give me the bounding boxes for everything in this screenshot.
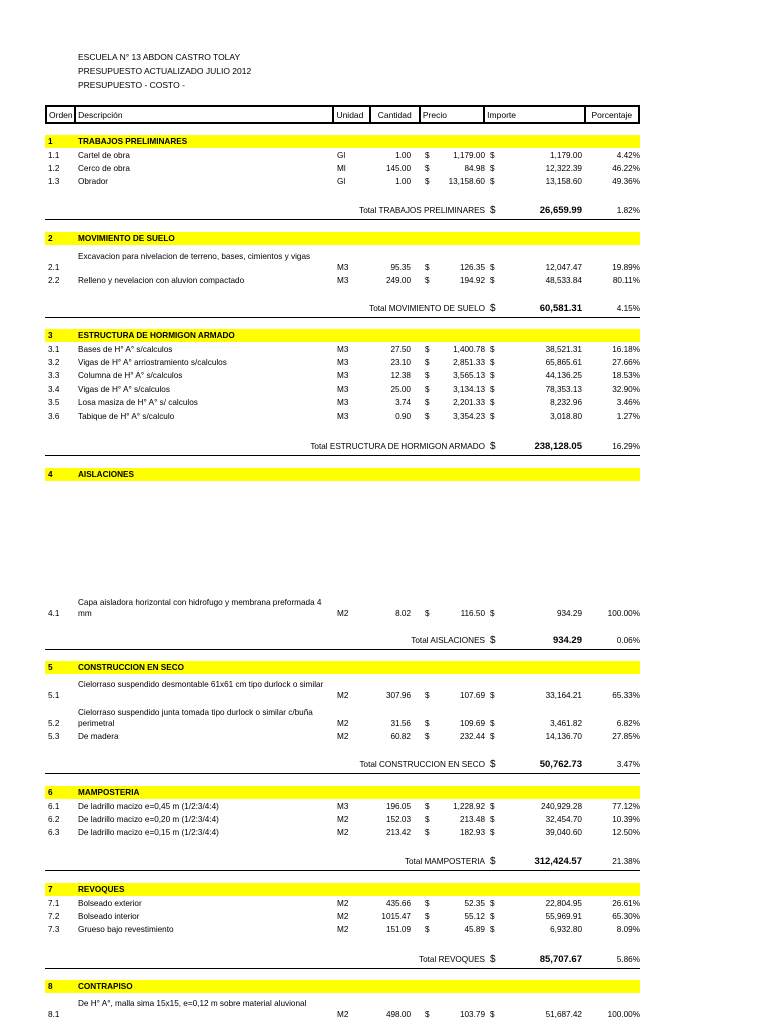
item-importe: 65,865.61 (545, 358, 582, 367)
section-total-row (45, 440, 640, 453)
document-title: ESCUELA N° 13 ABDON CASTRO TOLAY (78, 52, 241, 62)
item-importe: 13,158.60 (545, 177, 582, 186)
currency-sign: $ (425, 732, 430, 741)
item-precio: 1,400.78 (453, 345, 485, 354)
currency-sign: $ (425, 276, 430, 285)
currency-sign: $ (490, 371, 495, 380)
total-percentage: 4.15% (616, 304, 640, 313)
item-cantidad: 60.82 (390, 732, 411, 741)
item-importe: 934.29 (556, 609, 582, 618)
item-orden: 6.2 (48, 815, 60, 824)
item-cantidad: 95.35 (390, 263, 411, 272)
item-orden: 5.3 (48, 732, 60, 741)
item-orden: 3.1 (48, 345, 60, 354)
document-subtitle: PRESUPUESTO ACTUALIZADO JULIO 2012 (78, 66, 252, 76)
section-number: 6 (48, 788, 53, 797)
currency-sign: $ (490, 385, 495, 394)
item-porcentaje: 6.82% (616, 719, 640, 728)
item-unidad: M3 (337, 371, 349, 380)
item-precio: 126.35 (459, 263, 485, 272)
item-precio: 84.98 (464, 164, 485, 173)
item-precio: 3,134.13 (453, 385, 485, 394)
table-row (45, 923, 640, 936)
currency-sign: $ (490, 912, 495, 921)
item-cantidad: 8.02 (395, 609, 411, 618)
table-row (45, 383, 640, 396)
item-precio: 45.89 (464, 925, 485, 934)
table-row (45, 175, 640, 188)
item-porcentaje: 46.22% (612, 164, 640, 173)
table-row (45, 343, 640, 356)
section-title: ESTRUCTURA DE HORMIGON ARMADO (78, 331, 235, 340)
item-unidad: M3 (337, 385, 349, 394)
item-importe: 8,232.96 (550, 398, 582, 407)
currency-sign: $ (490, 276, 495, 285)
item-porcentaje: 1.27% (616, 412, 640, 421)
section-title: AISLACIONES (78, 470, 134, 479)
item-descripcion: Bolseado exterior (78, 899, 142, 908)
table-row (45, 730, 640, 743)
item-orden: 3.5 (48, 398, 60, 407)
item-importe: 14,136.70 (545, 732, 582, 741)
item-cantidad: 0.90 (395, 412, 411, 421)
currency-sign: $ (425, 719, 430, 728)
item-descripcion: De ladrillo macizo e=0,20 m (1/2:3/4:4) (78, 815, 219, 824)
currency-sign: $ (425, 398, 430, 407)
item-cantidad: 25.00 (390, 385, 411, 394)
item-porcentaje: 27.66% (612, 358, 640, 367)
section-total-row (45, 855, 640, 868)
section-header (45, 468, 640, 481)
table-row (45, 250, 640, 274)
item-orden: 2.2 (48, 276, 60, 285)
table-row (45, 678, 640, 702)
currency-sign: $ (490, 802, 495, 811)
col-orden: Orden (46, 106, 75, 123)
table-row (45, 369, 640, 382)
item-cantidad: 498.00 (385, 1010, 411, 1019)
currency-sign: $ (490, 177, 495, 186)
col-precio: Precio (420, 106, 484, 123)
section-total-row (45, 204, 640, 217)
item-unidad: M3 (337, 276, 349, 285)
section-title: CONSTRUCCION EN SECO (78, 663, 184, 672)
item-cantidad: 196.05 (385, 802, 411, 811)
item-descripcion: Columna de H° A° s/calculos (78, 371, 183, 380)
section-number: 4 (48, 470, 53, 479)
total-label: Total CONSTRUCCION EN SECO (359, 760, 485, 769)
currency-sign: $ (490, 1010, 495, 1019)
item-importe: 78,353.13 (545, 385, 582, 394)
section-header (45, 883, 640, 896)
item-cantidad: 3.74 (395, 398, 411, 407)
section-divider (45, 455, 640, 456)
item-unidad: M2 (337, 828, 349, 837)
item-precio: 213.48 (459, 815, 485, 824)
item-orden: 5.1 (48, 691, 60, 700)
item-orden: 3.3 (48, 371, 60, 380)
currency-sign: $ (490, 263, 495, 272)
item-cantidad: 27.50 (390, 345, 411, 354)
item-importe: 22,804.95 (545, 899, 582, 908)
table-row (45, 410, 640, 423)
item-cantidad: 213.42 (385, 828, 411, 837)
currency-sign: $ (425, 609, 430, 618)
table-row (45, 826, 640, 839)
item-descripcion: Bases de H° A° s/calculos (78, 345, 173, 354)
item-cantidad: 1015.47 (381, 912, 411, 921)
item-precio: 3,565.13 (453, 371, 485, 380)
table-row (45, 800, 640, 813)
col-cantidad: Cantidad (370, 106, 420, 123)
item-precio: 52.35 (464, 899, 485, 908)
item-precio: 1,179.00 (453, 151, 485, 160)
currency-sign: $ (490, 345, 495, 354)
currency-sign: $ (425, 899, 430, 908)
item-orden: 1.2 (48, 164, 60, 173)
item-cantidad: 307.96 (385, 691, 411, 700)
currency-sign: $ (490, 412, 495, 421)
table-row (45, 813, 640, 826)
section-divider (45, 773, 640, 774)
total-label: Total AISLACIONES (411, 636, 485, 645)
section-number: 1 (48, 137, 53, 146)
total-percentage: 16.29% (612, 442, 640, 451)
item-cantidad: 145.00 (385, 164, 411, 173)
currency-sign: $ (490, 954, 496, 965)
item-porcentaje: 19.89% (612, 263, 640, 272)
item-importe: 1,179.00 (550, 151, 582, 160)
item-porcentaje: 26.61% (612, 899, 640, 908)
currency-sign: $ (425, 691, 430, 700)
currency-sign: $ (425, 412, 430, 421)
item-unidad: M2 (337, 609, 349, 618)
total-value: 50,762.73 (539, 759, 582, 770)
item-porcentaje: 65.30% (612, 912, 640, 921)
currency-sign: $ (490, 358, 495, 367)
currency-sign: $ (490, 398, 495, 407)
item-precio: 103.79 (459, 1010, 485, 1019)
item-cantidad: 1.00 (395, 177, 411, 186)
item-unidad: M3 (337, 398, 349, 407)
item-importe: 3,461.82 (550, 719, 582, 728)
item-unidad: M3 (337, 802, 349, 811)
item-precio: 55.12 (464, 912, 485, 921)
total-label: Total ESTRUCTURA DE HORMIGON ARMADO (310, 442, 485, 451)
table-row (45, 149, 640, 162)
item-descripcion: De madera (78, 732, 119, 741)
section-title: REVOQUES (78, 885, 125, 894)
item-unidad: M2 (337, 691, 349, 700)
item-orden: 4.1 (48, 609, 60, 618)
item-descripcion: Cartel de obra (78, 151, 130, 160)
section-divider (45, 870, 640, 871)
item-orden: 7.2 (48, 912, 60, 921)
item-unidad: Ml (337, 164, 346, 173)
total-percentage: 1.82% (616, 206, 640, 215)
currency-sign: $ (490, 205, 496, 216)
item-orden: 2.1 (48, 263, 60, 272)
section-total-row (45, 302, 640, 315)
currency-sign: $ (425, 151, 430, 160)
table-row (45, 396, 640, 409)
item-cantidad: 31.56 (390, 719, 411, 728)
section-number: 2 (48, 234, 53, 243)
section-header (45, 786, 640, 799)
item-descripcion: De ladrillo macizo e=0,45 m (1/2:3/4:4) (78, 802, 219, 811)
item-descripcion: De ladrillo macizo e=0,15 m (1/2:3/4:4) (78, 828, 219, 837)
item-descripcion: Tabique de H° A° s/calculo (78, 412, 175, 421)
currency-sign: $ (490, 759, 496, 770)
currency-sign: $ (490, 732, 495, 741)
currency-sign: $ (490, 899, 495, 908)
total-percentage: 5.86% (616, 955, 640, 964)
item-unidad: Gl (337, 151, 346, 160)
currency-sign: $ (490, 856, 496, 867)
item-orden: 7.3 (48, 925, 60, 934)
currency-sign: $ (425, 177, 430, 186)
section-divider (45, 317, 640, 318)
item-descripcion: Cerco de obra (78, 164, 130, 173)
item-porcentaje: 10.39% (612, 815, 640, 824)
section-title: MOVIMIENTO DE SUELO (78, 234, 175, 243)
item-descripcion: Vigas de H° A° s/calculos (78, 385, 170, 394)
item-porcentaje: 77.12% (612, 802, 640, 811)
item-unidad: M2 (337, 899, 349, 908)
item-orden: 7.1 (48, 899, 60, 908)
item-descripcion: Excavacion para nivelacion de terreno, bases, cimientos y vigas (78, 252, 311, 261)
currency-sign: $ (490, 303, 496, 314)
total-value: 312,424.57 (534, 856, 582, 867)
currency-sign: $ (490, 635, 496, 646)
item-unidad: M2 (337, 912, 349, 921)
section-header (45, 329, 640, 342)
section-divider (45, 649, 640, 650)
item-cantidad: 23.10 (390, 358, 411, 367)
item-descripcion: Obrador (78, 177, 109, 186)
item-precio: 13,158.60 (448, 177, 485, 186)
section-divider (45, 219, 640, 220)
currency-sign: $ (425, 815, 430, 824)
item-porcentaje: 12.50% (612, 828, 640, 837)
item-descripcion: Grueso bajo revestimiento (78, 925, 174, 934)
item-importe: 3,018.80 (550, 412, 582, 421)
item-importe: 32,454.70 (545, 815, 582, 824)
section-divider (45, 968, 640, 969)
total-value: 26,659.99 (539, 205, 582, 216)
item-unidad: M3 (337, 263, 349, 272)
col-descripcion: Descripción (75, 106, 333, 123)
section-title: TRABAJOS PRELIMINARES (78, 137, 188, 146)
item-cantidad: 435.66 (385, 899, 411, 908)
col-unidad: Unidad (333, 106, 369, 123)
currency-sign: $ (425, 912, 430, 921)
item-unidad: M3 (337, 412, 349, 421)
item-porcentaje: 100.00% (607, 1010, 640, 1019)
item-unidad: M2 (337, 732, 349, 741)
table-row (45, 596, 640, 620)
item-importe: 33,164.21 (545, 691, 582, 700)
item-precio: 182.93 (459, 828, 485, 837)
col-porcentaje: Porcentaje (585, 106, 639, 123)
total-value: 934.29 (552, 635, 582, 646)
currency-sign: $ (425, 263, 430, 272)
item-unidad: M2 (337, 719, 349, 728)
item-descripcion: Losa masiza de H° A° s/ calculos (78, 398, 198, 407)
item-descripcion: Cielorraso suspendido junta tomada tipo durlock o similar c/buña perimetral (78, 708, 313, 728)
item-orden: 3.4 (48, 385, 60, 394)
item-porcentaje: 65.33% (612, 691, 640, 700)
section-title: CONTRAPISO (78, 982, 133, 991)
total-label: Total MAMPOSTERIA (404, 857, 485, 866)
item-porcentaje: 27.85% (612, 732, 640, 741)
currency-sign: $ (425, 1010, 430, 1019)
item-descripcion: Relleno y nevelacion con aluvion compactado (78, 276, 245, 285)
item-porcentaje: 49.36% (612, 177, 640, 186)
currency-sign: $ (425, 802, 430, 811)
item-precio: 1,228.92 (453, 802, 485, 811)
item-unidad: M2 (337, 925, 349, 934)
total-percentage: 3.47% (616, 760, 640, 769)
item-importe: 12,322.39 (545, 164, 582, 173)
total-value: 238,128.05 (534, 441, 582, 452)
currency-sign: $ (490, 441, 496, 452)
currency-sign: $ (490, 164, 495, 173)
item-orden: 1.1 (48, 151, 60, 160)
currency-sign: $ (425, 925, 430, 934)
document-caption: PRESUPUESTO - COSTO - (78, 80, 185, 90)
item-importe: 240,929.28 (541, 802, 582, 811)
item-porcentaje: 18.53% (612, 371, 640, 380)
item-orden: 3.6 (48, 412, 60, 421)
item-porcentaje: 32.90% (612, 385, 640, 394)
section-number: 7 (48, 885, 53, 894)
item-porcentaje: 8.09% (616, 925, 640, 934)
table-row (45, 356, 640, 369)
total-label: Total MOVIMIENTO DE SUELO (369, 304, 485, 313)
item-porcentaje: 100.00% (607, 609, 640, 618)
section-number: 5 (48, 663, 53, 672)
item-unidad: Gl (337, 177, 346, 186)
item-importe: 12,047.47 (545, 263, 582, 272)
item-descripcion: Bolseado interior (78, 912, 140, 921)
item-cantidad: 151.09 (385, 925, 411, 934)
table-row (45, 162, 640, 175)
item-descripcion: Cielorraso suspendido desmontable 61x61 cm tipo durlock o similar (78, 680, 324, 689)
currency-sign: $ (490, 691, 495, 700)
table-row (45, 897, 640, 910)
item-precio: 2,201.33 (453, 398, 485, 407)
table-row (45, 997, 640, 1021)
item-orden: 8.1 (48, 1010, 60, 1019)
item-cantidad: 249.00 (385, 276, 411, 285)
item-porcentaje: 16.18% (612, 345, 640, 354)
item-orden: 6.1 (48, 802, 60, 811)
item-porcentaje: 3.46% (616, 398, 640, 407)
item-orden: 3.2 (48, 358, 60, 367)
currency-sign: $ (490, 609, 495, 618)
currency-sign: $ (490, 815, 495, 824)
item-descripcion: Capa aisladora horizontal con hidrofugo y membrana preformada 4 mm (78, 598, 322, 618)
currency-sign: $ (490, 719, 495, 728)
item-porcentaje: 80.11% (612, 276, 640, 285)
item-importe: 55,969.91 (545, 912, 582, 921)
total-label: Total REVOQUES (419, 955, 485, 964)
currency-sign: $ (490, 828, 495, 837)
column-header-row (45, 105, 640, 124)
section-header (45, 661, 640, 674)
table-row (45, 274, 640, 287)
item-cantidad: 152.03 (385, 815, 411, 824)
section-total-row (45, 634, 640, 647)
section-title: MAMPOSTERIA (78, 788, 140, 797)
section-header (45, 980, 640, 993)
table-row (45, 910, 640, 923)
item-precio: 194.92 (459, 276, 485, 285)
section-header (45, 135, 640, 148)
section-number: 3 (48, 331, 53, 340)
item-porcentaje: 4.42% (616, 151, 640, 160)
section-header (45, 232, 640, 245)
item-unidad: M3 (337, 345, 349, 354)
section-total-row (45, 953, 640, 966)
item-importe: 39,040.60 (545, 828, 582, 837)
item-importe: 38,521.31 (545, 345, 582, 354)
section-number: 8 (48, 982, 53, 991)
item-importe: 44,136.25 (545, 371, 582, 380)
item-precio: 116.50 (460, 609, 485, 618)
item-importe: 6,932.80 (550, 925, 582, 934)
item-cantidad: 1.00 (395, 151, 411, 160)
currency-sign: $ (425, 371, 430, 380)
total-value: 60,581.31 (539, 303, 582, 314)
item-unidad: M2 (337, 815, 349, 824)
total-percentage: 0.06% (616, 636, 640, 645)
currency-sign: $ (490, 151, 495, 160)
currency-sign: $ (490, 925, 495, 934)
item-precio: 232.44 (459, 732, 485, 741)
item-orden: 6.3 (48, 828, 60, 837)
item-importe: 48,533.84 (545, 276, 582, 285)
item-precio: 2,851.33 (453, 358, 485, 367)
item-orden: 5.2 (48, 719, 60, 728)
item-precio: 109.69 (459, 719, 485, 728)
currency-sign: $ (425, 828, 430, 837)
item-descripcion: Vigas de H° A° arriostramiento s/calculos (78, 358, 227, 367)
item-precio: 107.69 (459, 691, 485, 700)
col-importe: Importe (484, 106, 585, 123)
total-label: Total TRABAJOS PRELIMINARES (359, 206, 485, 215)
item-unidad: M3 (337, 358, 349, 367)
total-value: 85,707.67 (539, 954, 582, 965)
section-total-row (45, 758, 640, 771)
currency-sign: $ (425, 358, 430, 367)
currency-sign: $ (425, 385, 430, 394)
item-unidad: M2 (337, 1010, 349, 1019)
item-precio: 3,354.23 (453, 412, 485, 421)
total-percentage: 21.38% (612, 857, 640, 866)
currency-sign: $ (425, 345, 430, 354)
item-descripcion: De H° A°, malla sima 15x15, e=0,12 m sobre material aluvional (78, 999, 307, 1008)
item-orden: 1.3 (48, 177, 60, 186)
item-cantidad: 12.38 (390, 371, 411, 380)
item-importe: 51,687.42 (545, 1010, 582, 1019)
currency-sign: $ (425, 164, 430, 173)
table-row (45, 706, 640, 730)
